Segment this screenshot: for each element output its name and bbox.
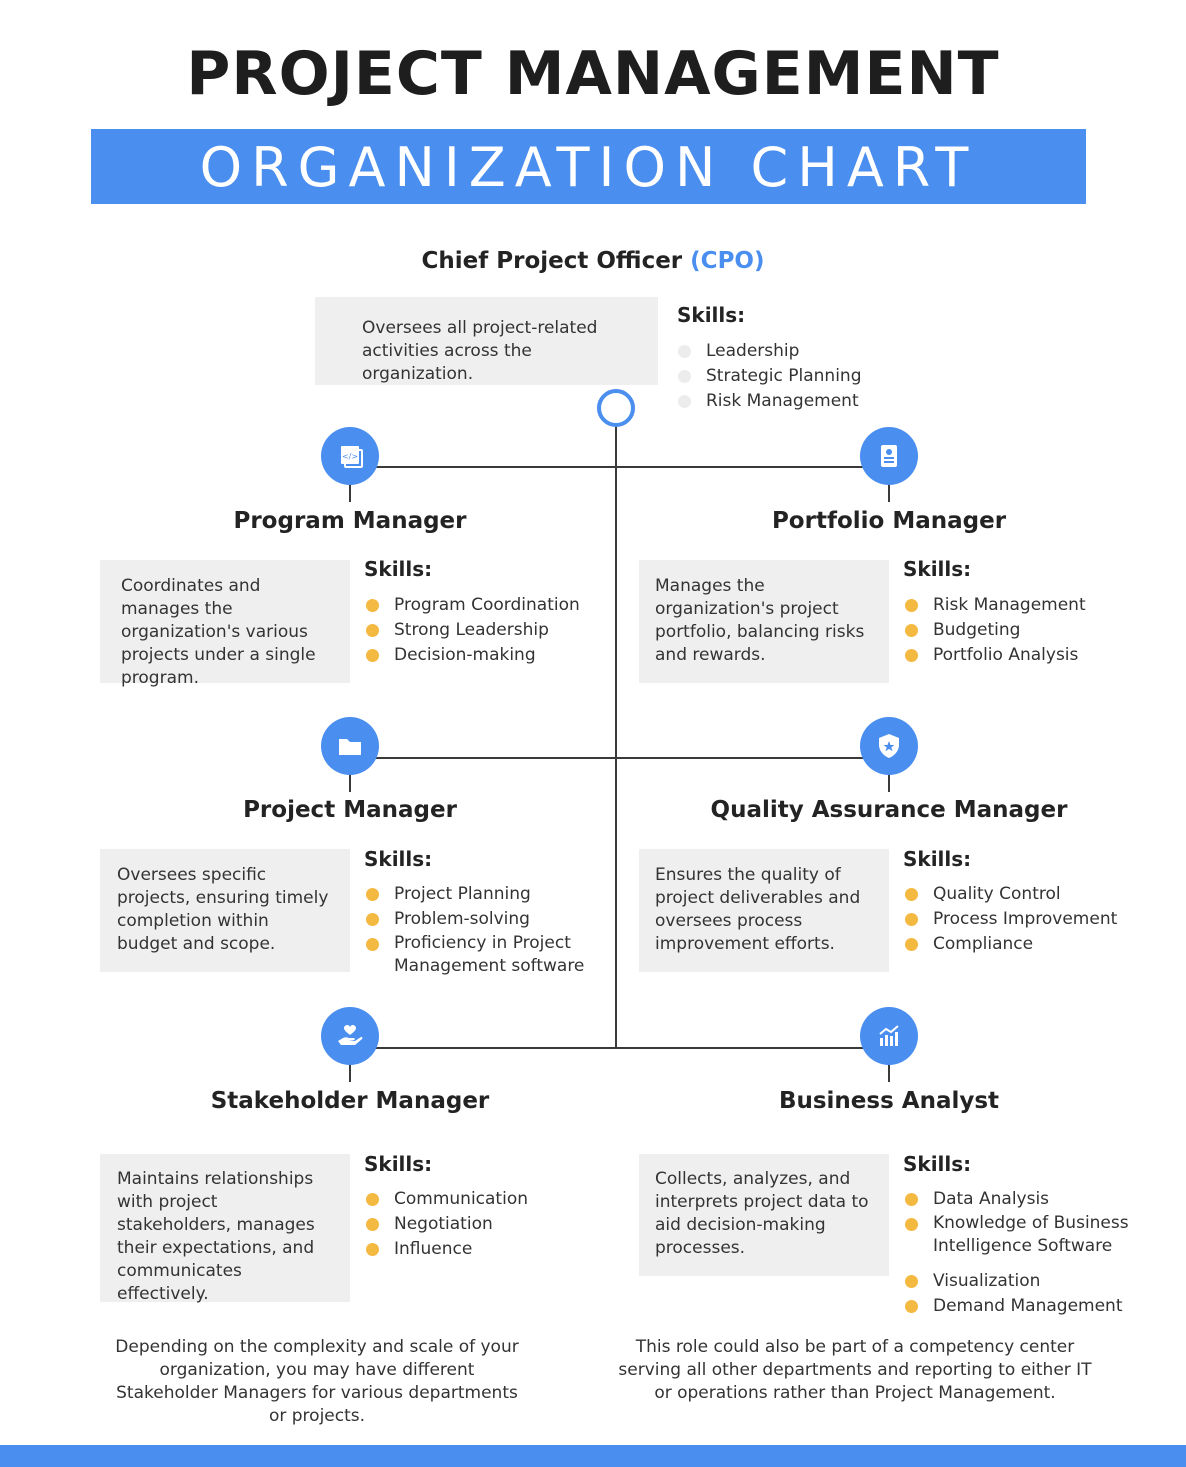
project-manager-description-text: Oversees specific projects, ensuring timely completion within budget and scope. [117, 865, 329, 954]
qa-manager-title: Quality Assurance Manager [710, 797, 1068, 823]
bullet-icon [366, 1193, 379, 1206]
cpo-abbr: (CPO) [690, 248, 765, 274]
bullet-icon [366, 649, 379, 662]
project-manager-skills-list [364, 882, 589, 978]
project-manager-title: Project Manager [243, 797, 457, 823]
bullet-icon [905, 1218, 918, 1231]
skill-item: Portfolio Analysis [903, 643, 1133, 668]
page-title: PROJECT MANAGEMENT [186, 39, 1000, 109]
skill-item: Problem-solving [364, 907, 589, 932]
bullet-icon [905, 624, 918, 637]
skill-item: Risk Management [903, 593, 1133, 618]
portfolio-manager-skills-list [903, 593, 1133, 668]
business-analyst-skills-list [903, 1187, 1133, 1319]
stakeholder-manager-skills-list [364, 1187, 589, 1262]
shield-star-icon [860, 717, 918, 775]
stakeholder-manager-description [100, 1154, 350, 1302]
portfolio-manager-description [639, 560, 889, 683]
portfolio-manager-title: Portfolio Manager [771, 508, 1007, 534]
bullet-icon [905, 913, 918, 926]
skill-item: Communication [364, 1187, 589, 1212]
skill-item: Program Coordination [364, 593, 594, 618]
bullet-icon [678, 395, 691, 408]
cpo-description-text: Oversees all project-related activities across the organization. [362, 318, 598, 384]
skill-item: Knowledge of Business Intelligence Software [903, 1212, 1133, 1258]
business-analyst-description [639, 1154, 889, 1276]
program-manager-skills-list [364, 593, 594, 668]
skill-item: Decision-making [364, 643, 594, 668]
svg-text:</>: </> [341, 452, 359, 461]
skill-item: Quality Control [903, 882, 1143, 907]
hand-heart-icon [321, 1007, 379, 1065]
program-manager-skills-heading: Skills: [364, 557, 433, 581]
cpo-title-text: Chief Project Officer [421, 248, 683, 274]
bullet-icon [905, 888, 918, 901]
skill-item: Budgeting [903, 618, 1133, 643]
qa-manager-skills-list [903, 882, 1143, 957]
bullet-icon [905, 1193, 918, 1206]
bullet-icon [905, 938, 918, 951]
cpo-skills-heading: Skills: [677, 303, 746, 327]
bullet-icon [905, 1275, 918, 1288]
skill-item: Data Analysis [903, 1187, 1133, 1212]
program-manager-title: Program Manager [233, 508, 467, 534]
business-analyst-title: Business Analyst [778, 1088, 1000, 1114]
program-manager-description-text: Coordinates and manages the organization's various projects under a single program. [121, 576, 316, 688]
project-manager-description [100, 849, 350, 972]
skill-item: Influence [364, 1237, 589, 1262]
skill-item: Risk Management [676, 389, 936, 414]
bullet-icon [678, 370, 691, 383]
portfolio-manager-skills-heading: Skills: [903, 557, 972, 581]
project-manager-skills-heading: Skills: [364, 847, 433, 871]
skill-item: Proficiency in Project Management software [364, 932, 589, 978]
stakeholder-manager-description-text: Maintains relationships with project stakeholders, manages their expectations, and communicates effectively. [117, 1169, 315, 1304]
folder-icon [321, 717, 379, 775]
bullet-icon [366, 599, 379, 612]
skill-item: Leadership [676, 339, 936, 364]
bullet-icon [366, 1218, 379, 1231]
skill-item: Visualization [903, 1269, 1133, 1294]
bullet-icon [905, 649, 918, 662]
footer-bar [0, 1445, 1186, 1467]
stakeholder-manager-note: Depending on the complexity and scale of your organization, you may have different Stakeholder Managers for various departments or projects. [115, 1337, 519, 1426]
cpo-title [0, 248, 1186, 274]
business-analyst-skills-heading: Skills: [903, 1152, 972, 1176]
bullet-icon [366, 938, 379, 951]
qa-manager-description-text: Ensures the quality of project deliverables and oversees process improvement efforts. [655, 865, 861, 954]
bar-chart-icon [860, 1007, 918, 1065]
skill-item: Strong Leadership [364, 618, 594, 643]
cpo-node-circle [599, 391, 633, 425]
stakeholder-manager-skills-heading: Skills: [364, 1152, 433, 1176]
code-window-icon [321, 427, 379, 485]
bullet-icon [366, 888, 379, 901]
subtitle-banner: ORGANIZATION CHART [91, 129, 1086, 204]
skill-item: Demand Management [903, 1294, 1133, 1319]
business-analyst-note: This role could also be part of a competency center serving all other departments and reporting to either IT or operations rather than Project Management. [618, 1337, 1092, 1403]
bullet-icon [366, 913, 379, 926]
program-manager-description [100, 560, 350, 688]
skill-item: Project Planning [364, 882, 589, 907]
bullet-icon [905, 599, 918, 612]
bullet-icon [366, 624, 379, 637]
skill-item: Strategic Planning [676, 364, 936, 389]
skill-item: Compliance [903, 932, 1143, 957]
skill-item: Process Improvement [903, 907, 1143, 932]
cpo-description [315, 297, 658, 385]
bullet-icon [366, 1243, 379, 1256]
id-badge-icon [860, 427, 918, 485]
stakeholder-manager-title: Stakeholder Manager [210, 1088, 490, 1114]
skill-item: Negotiation [364, 1212, 589, 1237]
cpo-skills-list [676, 339, 936, 414]
bullet-icon [905, 1300, 918, 1313]
portfolio-manager-description-text: Manages the organization's project portfolio, balancing risks and rewards. [655, 576, 865, 665]
business-analyst-description-text: Collects, analyzes, and interprets project data to aid decision-making processes. [655, 1169, 869, 1258]
qa-manager-skills-heading: Skills: [903, 847, 972, 871]
qa-manager-description [639, 849, 889, 972]
bullet-icon [678, 345, 691, 358]
